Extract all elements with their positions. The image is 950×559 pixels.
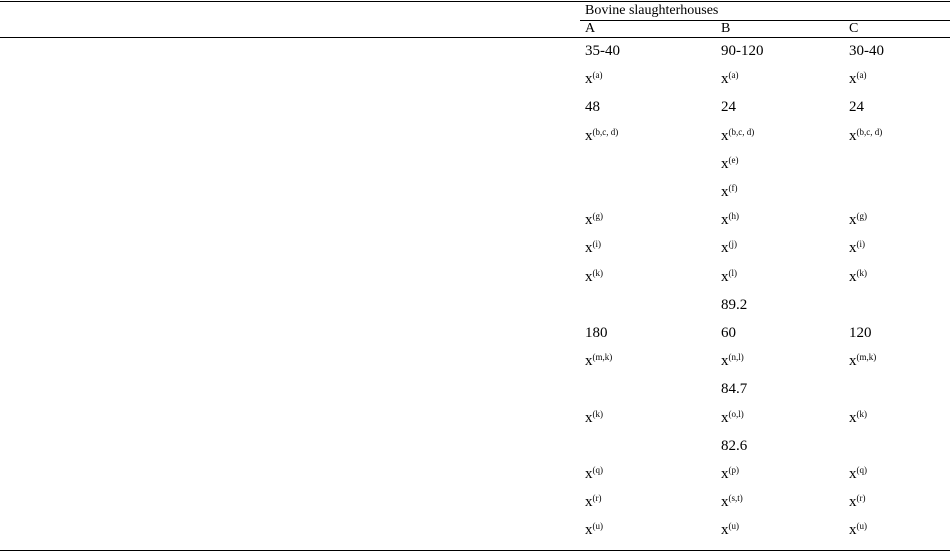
table-row (0, 99, 950, 127)
cell-c (849, 212, 867, 228)
cell-value: x (849, 466, 857, 482)
cell-footnote-marker: (q) (592, 465, 603, 475)
cell-b (721, 494, 743, 510)
cell-c (849, 494, 866, 510)
cell-value: x (721, 127, 729, 144)
cell-footnote-marker: (u) (728, 521, 739, 532)
cell-footnote-marker: (m,k) (592, 352, 613, 363)
cell-b (721, 99, 736, 115)
cell-a (585, 466, 603, 482)
table-row (0, 212, 950, 240)
cell-b (721, 240, 737, 256)
table-row (0, 466, 950, 494)
cell-value: 84.7 (721, 381, 748, 398)
cell-value: x (585, 127, 593, 144)
cell-b (721, 438, 747, 454)
cell-footnote-marker: (q) (856, 465, 867, 475)
table-row (0, 410, 950, 438)
cell-c (849, 269, 867, 285)
table-row (0, 269, 950, 297)
cell-value: x (585, 212, 593, 229)
cell-value: 89.2 (721, 296, 748, 313)
cell-c (849, 99, 864, 115)
cell-value: x (585, 240, 593, 257)
cell-a (585, 99, 600, 115)
cell-a (585, 494, 602, 510)
cell-b (721, 71, 739, 87)
cell-value: x (849, 268, 857, 285)
cell-value: x (849, 353, 857, 370)
cell-footnote-marker: (j) (728, 239, 737, 250)
cell-value: x (849, 127, 857, 144)
cell-a (585, 410, 603, 426)
cell-footnote-marker: (k) (856, 408, 867, 419)
cell-footnote-marker: (k) (592, 408, 603, 419)
cell-a (585, 43, 620, 59)
cell-footnote-marker: (l) (728, 267, 737, 278)
table-row (0, 184, 950, 212)
cell-b (721, 128, 754, 144)
cell-value: x (721, 184, 729, 200)
cell-footnote-marker: (g) (592, 211, 603, 222)
group-header-label: Bovine slaughterhouses (585, 3, 719, 18)
cell-b (721, 269, 737, 285)
cell-value: x (849, 71, 857, 88)
cell-value: x (585, 522, 593, 539)
cell-footnote-marker: (a) (592, 70, 603, 81)
cell-b (721, 353, 744, 369)
table-row (0, 156, 950, 184)
cell-value: 90-120 (721, 43, 764, 59)
cell-value: x (721, 353, 729, 370)
cell-b (721, 381, 747, 397)
cell-value: x (721, 268, 729, 285)
cell-footnote-marker: (b,c, d) (728, 126, 755, 137)
cell-footnote-marker: (a) (856, 70, 867, 81)
table-row (0, 438, 950, 466)
cell-value: x (721, 240, 729, 257)
cell-value: x (849, 212, 857, 229)
cell-c (849, 410, 867, 426)
cell-b (721, 522, 739, 538)
cell-value: 120 (849, 325, 872, 341)
cell-b (721, 297, 747, 313)
cell-b (721, 325, 736, 341)
cell-a (585, 71, 603, 87)
cell-value: x (849, 240, 857, 257)
cell-footnote-marker: (b,c, d) (592, 126, 619, 137)
cell-value: x (585, 353, 593, 370)
cell-value: 24 (849, 99, 864, 116)
table-row (0, 325, 950, 353)
table-row (0, 353, 950, 381)
cell-footnote-marker: (p) (728, 465, 739, 475)
cell-value: x (849, 409, 857, 426)
cell-a (585, 353, 612, 369)
cell-a (585, 212, 603, 228)
cell-value: x (585, 71, 593, 88)
table-row (0, 128, 950, 156)
cell-a (585, 325, 608, 341)
cell-value: x (721, 155, 729, 172)
cell-value: x (585, 268, 593, 285)
cell-footnote-marker: (r) (592, 493, 602, 504)
table-row (0, 71, 950, 99)
cell-b (721, 156, 739, 172)
table-row (0, 43, 950, 71)
cell-value: x (721, 494, 729, 511)
cell-value: x (721, 409, 729, 426)
cell-c (849, 71, 867, 87)
cell-footnote-marker: (k) (592, 267, 603, 278)
cell-b (721, 212, 739, 228)
cell-c (849, 240, 865, 256)
cell-b (721, 466, 739, 482)
table-row (0, 522, 950, 550)
column-header-c: C (849, 21, 859, 36)
cell-footnote-marker: (h) (728, 211, 739, 222)
cell-a (585, 269, 603, 285)
cell-value: x (849, 494, 857, 511)
cell-value: x (849, 522, 857, 539)
cell-c (849, 353, 876, 369)
cell-footnote-marker: (g) (856, 211, 867, 222)
cell-footnote-marker: (r) (856, 493, 866, 504)
cell-value: x (585, 494, 593, 511)
cell-value: 30-40 (849, 43, 884, 59)
cell-footnote-marker: (u) (856, 521, 867, 532)
cell-value: x (721, 71, 729, 88)
cell-footnote-marker: (f) (728, 183, 738, 193)
cell-footnote-marker: (a) (728, 70, 739, 81)
group-header-rule (580, 20, 950, 21)
cell-value: 82.6 (721, 437, 748, 454)
cell-footnote-marker: (i) (592, 239, 601, 250)
cell-footnote-marker: (k) (856, 267, 867, 278)
table-row (0, 297, 950, 325)
table-row (0, 494, 950, 522)
table-row (0, 240, 950, 268)
cell-a (585, 128, 618, 144)
cell-value: 35-40 (585, 43, 620, 59)
cell-value: 180 (585, 325, 608, 341)
cell-c (849, 43, 884, 59)
cell-footnote-marker: (i) (856, 239, 865, 250)
cell-b (721, 410, 744, 426)
cell-value: x (721, 212, 729, 229)
cell-value: x (585, 466, 593, 482)
cell-b (721, 184, 738, 200)
cell-footnote-marker: (m,k) (856, 352, 877, 363)
column-header-b: B (721, 21, 731, 36)
header-bottom-rule (0, 37, 950, 38)
cell-c (849, 466, 867, 482)
cell-footnote-marker: (u) (592, 521, 603, 532)
cell-value: x (585, 409, 593, 426)
cell-footnote-marker: (n,l) (728, 352, 744, 363)
table-top-rule (0, 1, 950, 2)
cell-c (849, 128, 882, 144)
cell-value: x (721, 466, 729, 482)
cell-value: x (721, 522, 729, 539)
cell-footnote-marker: (s,t) (728, 493, 743, 504)
cell-value: 24 (721, 99, 736, 116)
cell-a (585, 240, 601, 256)
cell-a (585, 522, 603, 538)
cell-footnote-marker: (b,c, d) (856, 126, 883, 137)
cell-c (849, 522, 867, 538)
cell-value: 48 (585, 99, 600, 116)
cell-footnote-marker: (o,l) (728, 408, 744, 419)
table-row (0, 381, 950, 409)
cell-value: 60 (721, 325, 736, 341)
cell-c (849, 325, 872, 341)
cell-b (721, 43, 764, 59)
column-header-a: A (585, 21, 596, 36)
cell-footnote-marker: (e) (728, 154, 739, 165)
